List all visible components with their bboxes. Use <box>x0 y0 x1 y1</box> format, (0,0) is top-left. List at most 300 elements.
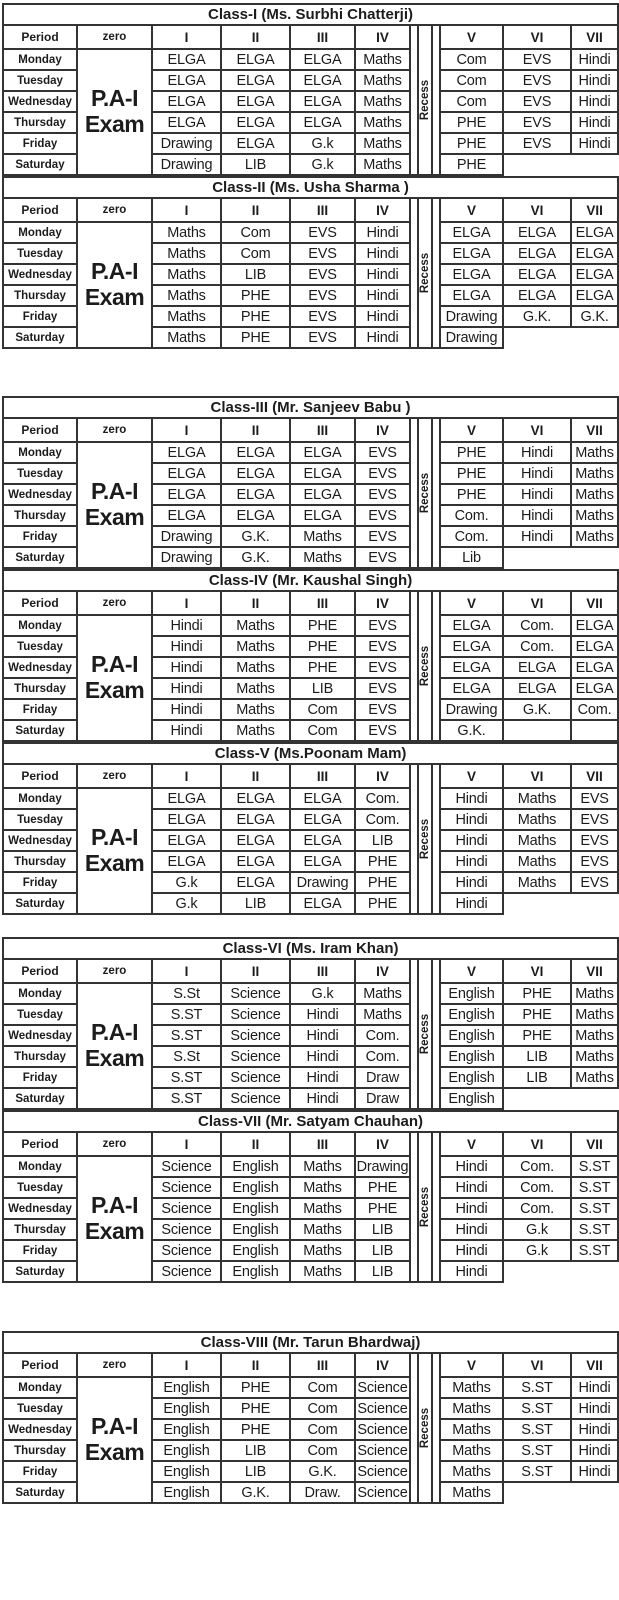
day-label: Wednesday <box>3 1025 77 1046</box>
subject-cell: Com <box>440 49 503 70</box>
subject-cell: Com. <box>355 1046 410 1067</box>
subject-cell: ELGA <box>503 657 571 678</box>
subject-cell: Hindi <box>355 306 410 327</box>
subject-cell: Maths <box>355 112 410 133</box>
subject-cell: Maths <box>355 154 410 175</box>
subject-cell: EVS <box>571 809 618 830</box>
class-timetable-2 <box>2 176 619 349</box>
exam-line-1: P.A-I <box>91 85 138 112</box>
subject-cell: EVS <box>503 49 571 70</box>
day-label: Saturday <box>3 547 77 568</box>
subject-cell: Com. <box>503 1156 571 1177</box>
subject-cell: Com. <box>503 1198 571 1219</box>
day-label: Saturday <box>3 1482 77 1503</box>
subject-cell: ELGA <box>290 809 355 830</box>
subject-cell: Maths <box>290 526 355 547</box>
period-header-3: III <box>290 591 355 615</box>
subject-cell: Draw. <box>290 1482 355 1503</box>
subject-cell: Maths <box>571 1025 618 1046</box>
subject-cell: ELGA <box>290 893 355 914</box>
day-label: Wednesday <box>3 1419 77 1440</box>
subject-cell: G.k <box>152 872 221 893</box>
exam-cell <box>77 1377 152 1503</box>
period-header-5: V <box>440 1132 503 1156</box>
recess-column <box>410 25 440 175</box>
period-header-5: V <box>440 959 503 983</box>
subject-cell: PHE <box>221 1419 290 1440</box>
subject-cell: Science <box>355 1440 410 1461</box>
day-label: Friday <box>3 1240 77 1261</box>
class-timetable-5 <box>2 742 619 915</box>
day-label: Wednesday <box>3 1198 77 1219</box>
subject-cell: Hindi <box>440 809 503 830</box>
day-label: Wednesday <box>3 264 77 285</box>
subject-cell: EVS <box>355 526 410 547</box>
subject-cell: S.St <box>152 1046 221 1067</box>
period-header-4: IV <box>355 959 410 983</box>
subject-cell: S.ST <box>152 1067 221 1088</box>
period-header-6: VI <box>503 418 571 442</box>
subject-cell: Hindi <box>571 49 618 70</box>
subject-cell: Science <box>355 1482 410 1503</box>
subject-cell: Maths <box>290 547 355 568</box>
subject-cell: Maths <box>152 285 221 306</box>
subject-cell: Hindi <box>571 1440 618 1461</box>
period-header-2: II <box>221 764 290 788</box>
subject-cell: S.ST <box>503 1419 571 1440</box>
subject-cell: Com. <box>355 788 410 809</box>
subject-cell: Hindi <box>355 327 410 348</box>
subject-cell: ELGA <box>290 91 355 112</box>
exam-line-1: P.A-I <box>91 824 138 851</box>
subject-cell: Com <box>290 699 355 720</box>
exam-line-1: P.A-I <box>91 478 138 505</box>
period-header-7: VII <box>571 764 618 788</box>
period-header-2: II <box>221 418 290 442</box>
subject-cell: ELGA <box>440 615 503 636</box>
recess-column <box>410 198 440 348</box>
subject-cell: ELGA <box>290 112 355 133</box>
subject-cell <box>571 1261 618 1282</box>
subject-cell: S.ST <box>152 1025 221 1046</box>
period-header-2: II <box>221 25 290 49</box>
subject-cell: Science <box>221 983 290 1004</box>
period-header-1: I <box>152 25 221 49</box>
subject-cell: PHE <box>221 327 290 348</box>
day-label: Tuesday <box>3 243 77 264</box>
subject-cell: Maths <box>221 636 290 657</box>
subject-cell: Maths <box>571 484 618 505</box>
day-label: Monday <box>3 983 77 1004</box>
subject-cell: G.k <box>503 1219 571 1240</box>
period-header-3: III <box>290 198 355 222</box>
subject-cell: PHE <box>440 484 503 505</box>
period-header-1: I <box>152 418 221 442</box>
period-column-header: Period <box>3 1132 77 1156</box>
exam-line-2: Exam <box>84 1045 145 1071</box>
zero-column-header: zero <box>77 591 152 615</box>
subject-cell: Maths <box>355 133 410 154</box>
subject-cell: Drawing <box>440 306 503 327</box>
subject-cell: ELGA <box>290 463 355 484</box>
subject-cell: ELGA <box>221 788 290 809</box>
subject-cell: ELGA <box>152 830 221 851</box>
period-header-2: II <box>221 198 290 222</box>
subject-cell: Hindi <box>571 1398 618 1419</box>
subject-cell: Science <box>355 1419 410 1440</box>
subject-cell: S.ST <box>571 1177 618 1198</box>
class-timetable-1 <box>2 3 619 176</box>
subject-cell: EVS <box>290 243 355 264</box>
subject-cell: Maths <box>290 1177 355 1198</box>
subject-cell: ELGA <box>221 133 290 154</box>
recess-column <box>410 764 440 914</box>
subject-cell: LIB <box>503 1046 571 1067</box>
subject-cell: S.ST <box>152 1004 221 1025</box>
subject-cell: Com <box>290 1377 355 1398</box>
day-label: Monday <box>3 615 77 636</box>
subject-cell: PHE <box>290 615 355 636</box>
subject-cell: Hindi <box>503 526 571 547</box>
subject-cell: G.K. <box>221 547 290 568</box>
day-label: Thursday <box>3 678 77 699</box>
subject-cell: S.ST <box>571 1156 618 1177</box>
recess-column <box>410 959 440 1109</box>
day-label: Friday <box>3 133 77 154</box>
subject-cell: Maths <box>571 1067 618 1088</box>
subject-cell: PHE <box>221 1398 290 1419</box>
subject-cell: S.ST <box>503 1440 571 1461</box>
subject-cell: ELGA <box>290 851 355 872</box>
subject-cell: PHE <box>355 851 410 872</box>
subject-cell: EVS <box>355 442 410 463</box>
subject-cell: EVS <box>571 830 618 851</box>
subject-cell: Maths <box>221 720 290 741</box>
period-header-4: IV <box>355 418 410 442</box>
exam-line-1: P.A-I <box>91 1019 138 1046</box>
subject-cell: S.ST <box>571 1240 618 1261</box>
exam-cell <box>77 983 152 1109</box>
subject-cell: Maths <box>290 1156 355 1177</box>
subject-cell: G.K. <box>503 699 571 720</box>
subject-cell: Com. <box>440 505 503 526</box>
subject-cell: ELGA <box>221 70 290 91</box>
class-title: Class-V (Ms.Poonam Mam) <box>3 743 618 764</box>
subject-cell: PHE <box>503 1004 571 1025</box>
exam-line-2: Exam <box>84 284 145 310</box>
subject-cell: ELGA <box>571 264 618 285</box>
day-label: Friday <box>3 1461 77 1482</box>
subject-cell: ELGA <box>152 484 221 505</box>
subject-cell: Maths <box>152 222 221 243</box>
period-header-6: VI <box>503 959 571 983</box>
subject-cell: English <box>221 1156 290 1177</box>
subject-cell: ELGA <box>503 285 571 306</box>
subject-cell <box>503 893 571 914</box>
subject-cell: Maths <box>503 830 571 851</box>
recess-label: Recess <box>419 472 431 514</box>
subject-cell: G.K. <box>221 1482 290 1503</box>
period-header-4: IV <box>355 764 410 788</box>
subject-cell: PHE <box>503 1025 571 1046</box>
subject-cell: ELGA <box>440 264 503 285</box>
subject-cell: G.k <box>290 133 355 154</box>
period-header-3: III <box>290 1353 355 1377</box>
subject-cell: ELGA <box>221 851 290 872</box>
period-header-5: V <box>440 198 503 222</box>
day-label: Saturday <box>3 327 77 348</box>
subject-cell: Drawing <box>152 154 221 175</box>
class-title: Class-III (Mr. Sanjeev Babu ) <box>3 397 618 418</box>
subject-cell: LIB <box>355 1240 410 1261</box>
subject-cell: Maths <box>571 463 618 484</box>
subject-cell: English <box>152 1482 221 1503</box>
subject-cell: Maths <box>355 91 410 112</box>
subject-cell: ELGA <box>221 484 290 505</box>
subject-cell: Science <box>152 1156 221 1177</box>
subject-cell: Maths <box>503 788 571 809</box>
day-label: Tuesday <box>3 1004 77 1025</box>
subject-cell: Maths <box>503 851 571 872</box>
period-header-6: VI <box>503 25 571 49</box>
subject-cell: Science <box>152 1240 221 1261</box>
subject-cell: Draw <box>355 1067 410 1088</box>
day-label: Wednesday <box>3 484 77 505</box>
subject-cell: English <box>440 1088 503 1109</box>
subject-cell: ELGA <box>440 636 503 657</box>
zero-column-header: zero <box>77 198 152 222</box>
period-column-header: Period <box>3 25 77 49</box>
subject-cell: Drawing <box>152 133 221 154</box>
subject-cell: Hindi <box>152 657 221 678</box>
subject-cell: PHE <box>355 1177 410 1198</box>
subject-cell: Hindi <box>290 1046 355 1067</box>
period-column-header: Period <box>3 959 77 983</box>
subject-cell: Hindi <box>290 1067 355 1088</box>
subject-cell: Maths <box>290 1240 355 1261</box>
subject-cell: Hindi <box>152 615 221 636</box>
day-label: Wednesday <box>3 830 77 851</box>
subject-cell: Maths <box>571 1046 618 1067</box>
subject-cell: Com <box>221 243 290 264</box>
subject-cell: Lib <box>440 547 503 568</box>
subject-cell: Com. <box>440 526 503 547</box>
period-header-4: IV <box>355 1353 410 1377</box>
class-timetable-6 <box>2 937 619 1110</box>
subject-cell: ELGA <box>221 463 290 484</box>
subject-cell: Maths <box>503 872 571 893</box>
day-label: Thursday <box>3 1046 77 1067</box>
exam-line-2: Exam <box>84 504 145 530</box>
subject-cell: ELGA <box>440 222 503 243</box>
subject-cell: Com <box>221 222 290 243</box>
subject-cell: Com <box>440 70 503 91</box>
exam-line-2: Exam <box>84 850 145 876</box>
subject-cell: LIB <box>355 1261 410 1282</box>
subject-cell: EVS <box>571 851 618 872</box>
subject-cell: Hindi <box>290 1025 355 1046</box>
subject-cell: EVS <box>571 788 618 809</box>
subject-cell: ELGA <box>290 70 355 91</box>
exam-line-1: P.A-I <box>91 258 138 285</box>
exam-line-1: P.A-I <box>91 1413 138 1440</box>
subject-cell: English <box>152 1377 221 1398</box>
subject-cell: LIB <box>221 1461 290 1482</box>
subject-cell: Hindi <box>355 243 410 264</box>
period-header-4: IV <box>355 1132 410 1156</box>
class-title: Class-VII (Mr. Satyam Chauhan) <box>3 1111 618 1132</box>
subject-cell: Science <box>221 1025 290 1046</box>
recess-strip <box>417 199 433 347</box>
period-column-header: Period <box>3 591 77 615</box>
subject-cell: Maths <box>152 264 221 285</box>
subject-cell: Maths <box>440 1419 503 1440</box>
subject-cell: Com <box>290 1440 355 1461</box>
subject-cell: PHE <box>440 442 503 463</box>
subject-cell: Science <box>355 1398 410 1419</box>
subject-cell: PHE <box>355 1198 410 1219</box>
subject-cell: PHE <box>290 657 355 678</box>
subject-cell <box>571 1482 618 1503</box>
period-header-3: III <box>290 1132 355 1156</box>
period-column-header: Period <box>3 1353 77 1377</box>
subject-cell: ELGA <box>221 49 290 70</box>
subject-cell: Com. <box>503 636 571 657</box>
subject-cell: Hindi <box>440 1198 503 1219</box>
subject-cell: Hindi <box>440 788 503 809</box>
subject-cell: S.ST <box>503 1377 571 1398</box>
class-title: Class-II (Ms. Usha Sharma ) <box>3 177 618 198</box>
subject-cell: Hindi <box>290 1088 355 1109</box>
subject-cell: Maths <box>290 1261 355 1282</box>
day-label: Tuesday <box>3 636 77 657</box>
subject-cell: Draw <box>355 1088 410 1109</box>
table-gap <box>2 1283 617 1331</box>
subject-cell: Hindi <box>440 851 503 872</box>
day-label: Tuesday <box>3 809 77 830</box>
subject-cell: Science <box>221 1046 290 1067</box>
period-header-5: V <box>440 1353 503 1377</box>
period-header-5: V <box>440 418 503 442</box>
subject-cell: Hindi <box>152 636 221 657</box>
subject-cell: EVS <box>355 699 410 720</box>
subject-cell: Maths <box>571 1004 618 1025</box>
exam-line-2: Exam <box>84 111 145 137</box>
class-title: Class-IV (Mr. Kaushal Singh) <box>3 570 618 591</box>
subject-cell: Maths <box>571 526 618 547</box>
period-header-1: I <box>152 1353 221 1377</box>
subject-cell: G.k <box>290 154 355 175</box>
class-timetable-8 <box>2 1331 619 1504</box>
subject-cell: PHE <box>221 1377 290 1398</box>
subject-cell <box>571 547 618 568</box>
subject-cell: Hindi <box>355 264 410 285</box>
subject-cell: ELGA <box>221 112 290 133</box>
subject-cell: Hindi <box>571 133 618 154</box>
subject-cell: Hindi <box>571 1377 618 1398</box>
day-label: Monday <box>3 49 77 70</box>
subject-cell: ELGA <box>221 505 290 526</box>
subject-cell: Hindi <box>152 699 221 720</box>
exam-cell <box>77 788 152 914</box>
subject-cell: PHE <box>440 112 503 133</box>
day-label: Tuesday <box>3 70 77 91</box>
day-label: Monday <box>3 222 77 243</box>
exam-line-2: Exam <box>84 677 145 703</box>
subject-cell: Com <box>290 720 355 741</box>
day-label: Monday <box>3 788 77 809</box>
subject-cell: EVS <box>355 678 410 699</box>
subject-cell: Maths <box>290 1198 355 1219</box>
subject-cell: Com. <box>503 1177 571 1198</box>
subject-cell: EVS <box>355 547 410 568</box>
period-header-3: III <box>290 25 355 49</box>
day-label: Tuesday <box>3 1398 77 1419</box>
subject-cell: Drawing <box>440 327 503 348</box>
subject-cell: ELGA <box>571 678 618 699</box>
subject-cell: Maths <box>221 657 290 678</box>
subject-cell: Com. <box>355 809 410 830</box>
period-header-7: VII <box>571 1132 618 1156</box>
subject-cell: EVS <box>290 327 355 348</box>
recess-label: Recess <box>419 252 431 294</box>
subject-cell: EVS <box>503 70 571 91</box>
subject-cell: PHE <box>503 983 571 1004</box>
subject-cell: G.k <box>152 893 221 914</box>
period-column-header: Period <box>3 418 77 442</box>
subject-cell: Hindi <box>571 91 618 112</box>
subject-cell: Hindi <box>503 463 571 484</box>
subject-cell <box>571 1088 618 1109</box>
exam-line-2: Exam <box>84 1439 145 1465</box>
subject-cell: ELGA <box>503 678 571 699</box>
day-label: Wednesday <box>3 657 77 678</box>
subject-cell: ELGA <box>440 285 503 306</box>
subject-cell: Maths <box>152 243 221 264</box>
subject-cell: LIB <box>503 1067 571 1088</box>
recess-column <box>410 418 440 568</box>
period-header-2: II <box>221 1132 290 1156</box>
subject-cell: G.K. <box>290 1461 355 1482</box>
subject-cell: English <box>221 1177 290 1198</box>
exam-cell <box>77 615 152 741</box>
subject-cell: ELGA <box>290 49 355 70</box>
period-header-4: IV <box>355 591 410 615</box>
exam-cell <box>77 222 152 348</box>
exam-line-2: Exam <box>84 1218 145 1244</box>
period-header-1: I <box>152 959 221 983</box>
subject-cell: Maths <box>440 1482 503 1503</box>
subject-cell: G.K. <box>440 720 503 741</box>
subject-cell: Maths <box>152 327 221 348</box>
class-timetable-4 <box>2 569 619 742</box>
subject-cell: Hindi <box>571 1461 618 1482</box>
period-header-7: VII <box>571 959 618 983</box>
subject-cell: PHE <box>440 463 503 484</box>
subject-cell: Science <box>152 1198 221 1219</box>
subject-cell: Maths <box>503 809 571 830</box>
subject-cell: Com <box>290 1419 355 1440</box>
day-label: Friday <box>3 526 77 547</box>
subject-cell: Hindi <box>440 830 503 851</box>
day-label: Monday <box>3 1156 77 1177</box>
subject-cell: EVS <box>503 133 571 154</box>
recess-column <box>410 1132 440 1282</box>
zero-column-header: zero <box>77 1353 152 1377</box>
subject-cell <box>503 547 571 568</box>
exam-line-1: P.A-I <box>91 1192 138 1219</box>
subject-cell: Hindi <box>440 1261 503 1282</box>
